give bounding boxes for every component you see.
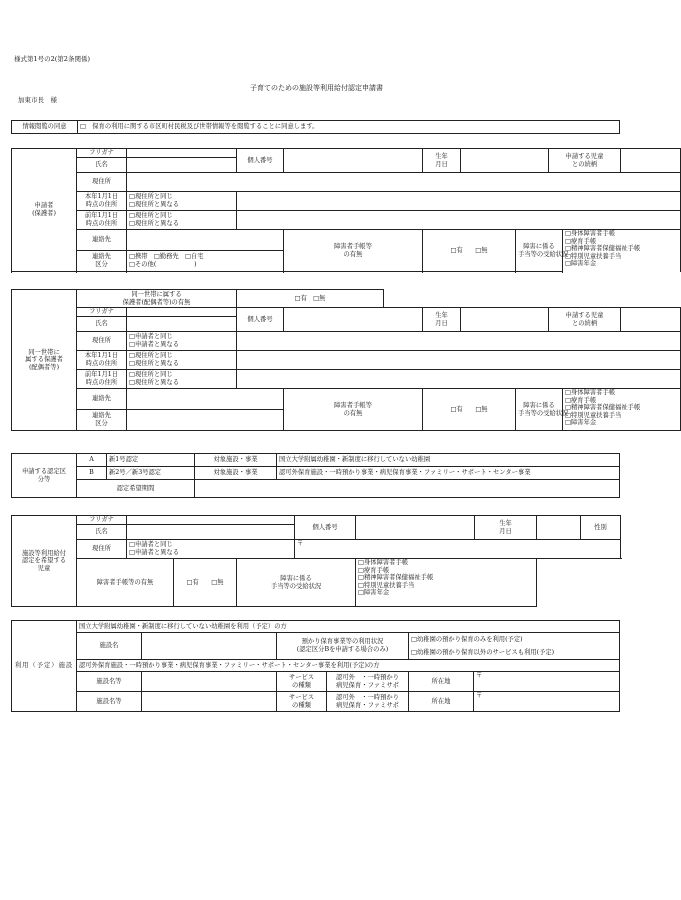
- facility-etc-label: 施設名等: [77, 672, 142, 692]
- temp-care-label: 預かり保育事業等の利用状況 (認定区分Bを申請する場合のみ): [277, 633, 409, 660]
- spouse-benefit-options[interactable]: □身体障害者手帳 □療育手帳 □精神障害者保健福祉手帳 □特別児童扶養手当 □障害年金: [563, 389, 681, 431]
- contact-type-options[interactable]: □携帯 □勤務先 □自宅 □その他( ): [127, 251, 284, 272]
- jan1-prev-input[interactable]: [237, 211, 681, 230]
- jan1-prev-label: 前年1月1日 時点の住所: [77, 370, 127, 389]
- benefit-label: 障害に係る 手当等の受給状況: [516, 230, 563, 272]
- relation-label: 申請する児童 との続柄: [549, 308, 621, 332]
- spouse-existence-label: 同一世帯に属する 保護者(配偶者等)の有無: [77, 290, 237, 308]
- handbook-label: 障害者手帳等の有無: [77, 559, 174, 607]
- birth-label: 生年 月日: [423, 308, 461, 332]
- spouse-jan1-this-options[interactable]: □現住所と同じ □現住所と異なる: [127, 351, 237, 370]
- birth-label: 生年 月日: [423, 149, 461, 173]
- postal-mark: 〒: [476, 672, 483, 679]
- address-label: 現住所: [77, 332, 127, 351]
- handbook-label: 障害者手帳等 の有無: [284, 230, 423, 272]
- spouse-jan1-this-input[interactable]: [237, 351, 681, 370]
- child-furigana-input[interactable]: [127, 516, 295, 525]
- usage-table: [11, 620, 620, 712]
- jan1-prev-options[interactable]: □現住所と同じ □現住所と異なる: [127, 211, 237, 230]
- jan1-this-label: 本年1月1日 時点の住所: [77, 351, 127, 370]
- handbook-label: 障害者手帳等 の有無: [284, 389, 423, 431]
- jan1-this-options[interactable]: □現住所と同じ □現住所と異なる: [127, 192, 237, 211]
- address-label: 現住所: [77, 173, 127, 192]
- postal-mark: 〒: [476, 692, 483, 699]
- facility-1-input[interactable]: [142, 672, 277, 692]
- location-label: 所在地: [409, 692, 474, 712]
- contact-type-label: 連絡先 区分: [77, 251, 127, 272]
- applicant-section-label: 申請者 (保護者): [12, 149, 77, 272]
- service-type-label: サービス の種類: [277, 692, 327, 712]
- child-section-label: 施設等利用給付 認定を希望する 児童: [12, 516, 77, 607]
- handbook-yes-no[interactable]: □有 □無: [423, 230, 516, 272]
- jan1-prev-label: 前年1月1日 時点の住所: [77, 211, 127, 230]
- facility-name-label: 施設名: [77, 633, 142, 660]
- spouse-existence-options[interactable]: □有 □無: [237, 290, 384, 308]
- applicant-table: [11, 148, 681, 272]
- benefit-options[interactable]: □身体障害者手帳 □療育手帳 □精神障害者保健福祉手帳 □特別児童扶養手当 □障害年金: [563, 230, 681, 272]
- spouse-handbook-yes-no[interactable]: □有 □無: [423, 389, 516, 431]
- benefit-label: 障害に係る 手当等の受給状況: [237, 559, 356, 607]
- spouse-furigana-input[interactable]: [127, 308, 237, 317]
- jan1-this-label: 本年1月1日 時点の住所: [77, 192, 127, 211]
- temp-care-options[interactable]: □幼稚園の預かり保育のみを利用(予定) □幼稚園の預かり保育以外のサービスも利用(予定): [409, 633, 620, 660]
- facility-label: 対象施設・事業: [195, 467, 277, 480]
- name-label: 氏名: [77, 525, 127, 540]
- usage-section-label: 利用（予定）施設: [12, 621, 77, 712]
- spouse-jan1-prev-input[interactable]: [237, 370, 681, 389]
- furigana-label: フリガナ: [77, 308, 127, 317]
- postal-mark: 〒: [297, 540, 304, 547]
- birth-label: 生年 月日: [475, 516, 537, 540]
- spouse-birth-input[interactable]: [461, 308, 549, 332]
- location-2-input[interactable]: [474, 692, 620, 712]
- child-benefit-options[interactable]: □身体障害者手帳 □療育手帳 □精神障害者保健福祉手帳 □特別児童扶養手当 □障害年金: [356, 559, 537, 607]
- applicant-furigana-input[interactable]: [127, 149, 237, 158]
- my-number-label: 個人番号: [237, 149, 284, 173]
- contact-label: 連絡先: [77, 230, 127, 251]
- applicant-contact-input[interactable]: [127, 230, 284, 251]
- category-section-label: 申請する認定区 分等: [12, 454, 77, 498]
- category-a-label: 新1号認定: [107, 454, 195, 467]
- spouse-table: [11, 289, 681, 431]
- spouse-relation-input[interactable]: [621, 308, 681, 332]
- spouse-name-input[interactable]: [127, 317, 237, 332]
- category-b-mark[interactable]: B: [77, 467, 107, 480]
- category-b-label: 新2号／新3号認定: [107, 467, 195, 480]
- period-label: 認定希望期間: [77, 480, 195, 498]
- category-a-facility: 国立大学附属幼稚園・新制度に移行していない幼稚園: [277, 454, 620, 467]
- category-a-mark[interactable]: A: [77, 454, 107, 467]
- spouse-contact-input[interactable]: [127, 389, 284, 410]
- kindergarten-header: 国立大学附属幼稚園・新制度に移行していない幼稚園を利用（予定）の方: [77, 621, 620, 633]
- benefit-label: 障害に係る 手当等の受給状況: [516, 389, 563, 431]
- child-name-input[interactable]: [127, 525, 295, 540]
- facility-label: 対象施設・事業: [195, 454, 277, 467]
- applicant-birth-input[interactable]: [461, 149, 549, 173]
- consent-checkbox[interactable]: □ 保育の利用に関する市区町村民税及び世帯情報等を閲覧することに同意します。: [78, 121, 620, 134]
- category-b-facility: 認可外保育施設・一時預かり事業・病児保育事業・ファミリー・サポート・センター事業: [277, 467, 620, 480]
- furigana-label: フリガナ: [77, 516, 127, 525]
- form-title: 子育てのための施設等利用給付認定申請書: [250, 84, 383, 92]
- child-table: [11, 515, 621, 607]
- gender-label: 性別: [581, 516, 621, 540]
- furigana-label: フリガナ: [77, 149, 127, 158]
- location-label: 所在地: [409, 672, 474, 692]
- child-birth-input[interactable]: [537, 516, 581, 540]
- addressee: 加東市長 様: [18, 96, 57, 104]
- applicant-address-input[interactable]: [127, 173, 681, 192]
- facility-etc-label: 施設名等: [77, 692, 142, 712]
- applicant-name-input[interactable]: [127, 158, 237, 173]
- child-address-input[interactable]: [295, 540, 621, 559]
- contact-label: 連絡先: [77, 389, 127, 410]
- spouse-blank: [384, 290, 681, 308]
- service-2-options[interactable]: 認可外 ・一時預かり 病児保育・ファミサポ: [327, 692, 409, 712]
- contact-type-label: 連絡先 区分: [77, 410, 127, 431]
- jan1-this-input[interactable]: [237, 192, 681, 211]
- unlicensed-header: 認可外保育施設・一時預かり事業・病児保育事業・ファミリー・サポート・センター事業を利用(予定)の方: [77, 660, 620, 672]
- child-blank: [537, 559, 621, 607]
- facility-2-input[interactable]: [142, 692, 277, 712]
- address-label: 現住所: [77, 540, 127, 559]
- kindergarten-name-input[interactable]: [142, 633, 277, 660]
- spouse-my-number-input[interactable]: [284, 308, 423, 332]
- relation-label: 申請する児童 との続柄: [549, 149, 621, 173]
- name-label: 氏名: [77, 317, 127, 332]
- my-number-label: 個人番号: [237, 308, 284, 332]
- service-1-options[interactable]: 認可外 ・一時預かり 病児保育・ファミサポ: [327, 672, 409, 692]
- child-my-number-input[interactable]: [356, 516, 475, 540]
- consent-table: [11, 120, 620, 134]
- child-address-options[interactable]: □申請者と同じ □申請者と異なる: [127, 540, 295, 559]
- consent-label: 情報閲覧の同意: [12, 121, 78, 134]
- form-number: 様式第1号の2(第2条関係): [14, 55, 90, 63]
- applicant-my-number-input[interactable]: [284, 149, 423, 173]
- spouse-section-label: 同一世帯に 属する保護者 (配偶者等): [12, 290, 77, 431]
- applicant-relation-input[interactable]: [621, 149, 681, 173]
- period-input[interactable]: [195, 480, 620, 498]
- category-table: [11, 453, 620, 498]
- spouse-address-options[interactable]: □申請者と同じ □申請者と異なる: [127, 332, 237, 351]
- spouse-contact-type-input[interactable]: [127, 410, 284, 431]
- my-number-label: 個人番号: [295, 516, 356, 540]
- service-type-label: サービス の種類: [277, 672, 327, 692]
- location-1-input[interactable]: [474, 672, 620, 692]
- name-label: 氏名: [77, 158, 127, 173]
- spouse-address-input[interactable]: [237, 332, 681, 351]
- child-handbook-yes-no[interactable]: □有 □無: [174, 559, 237, 607]
- spouse-jan1-prev-options[interactable]: □現住所と同じ □現住所と異なる: [127, 370, 237, 389]
